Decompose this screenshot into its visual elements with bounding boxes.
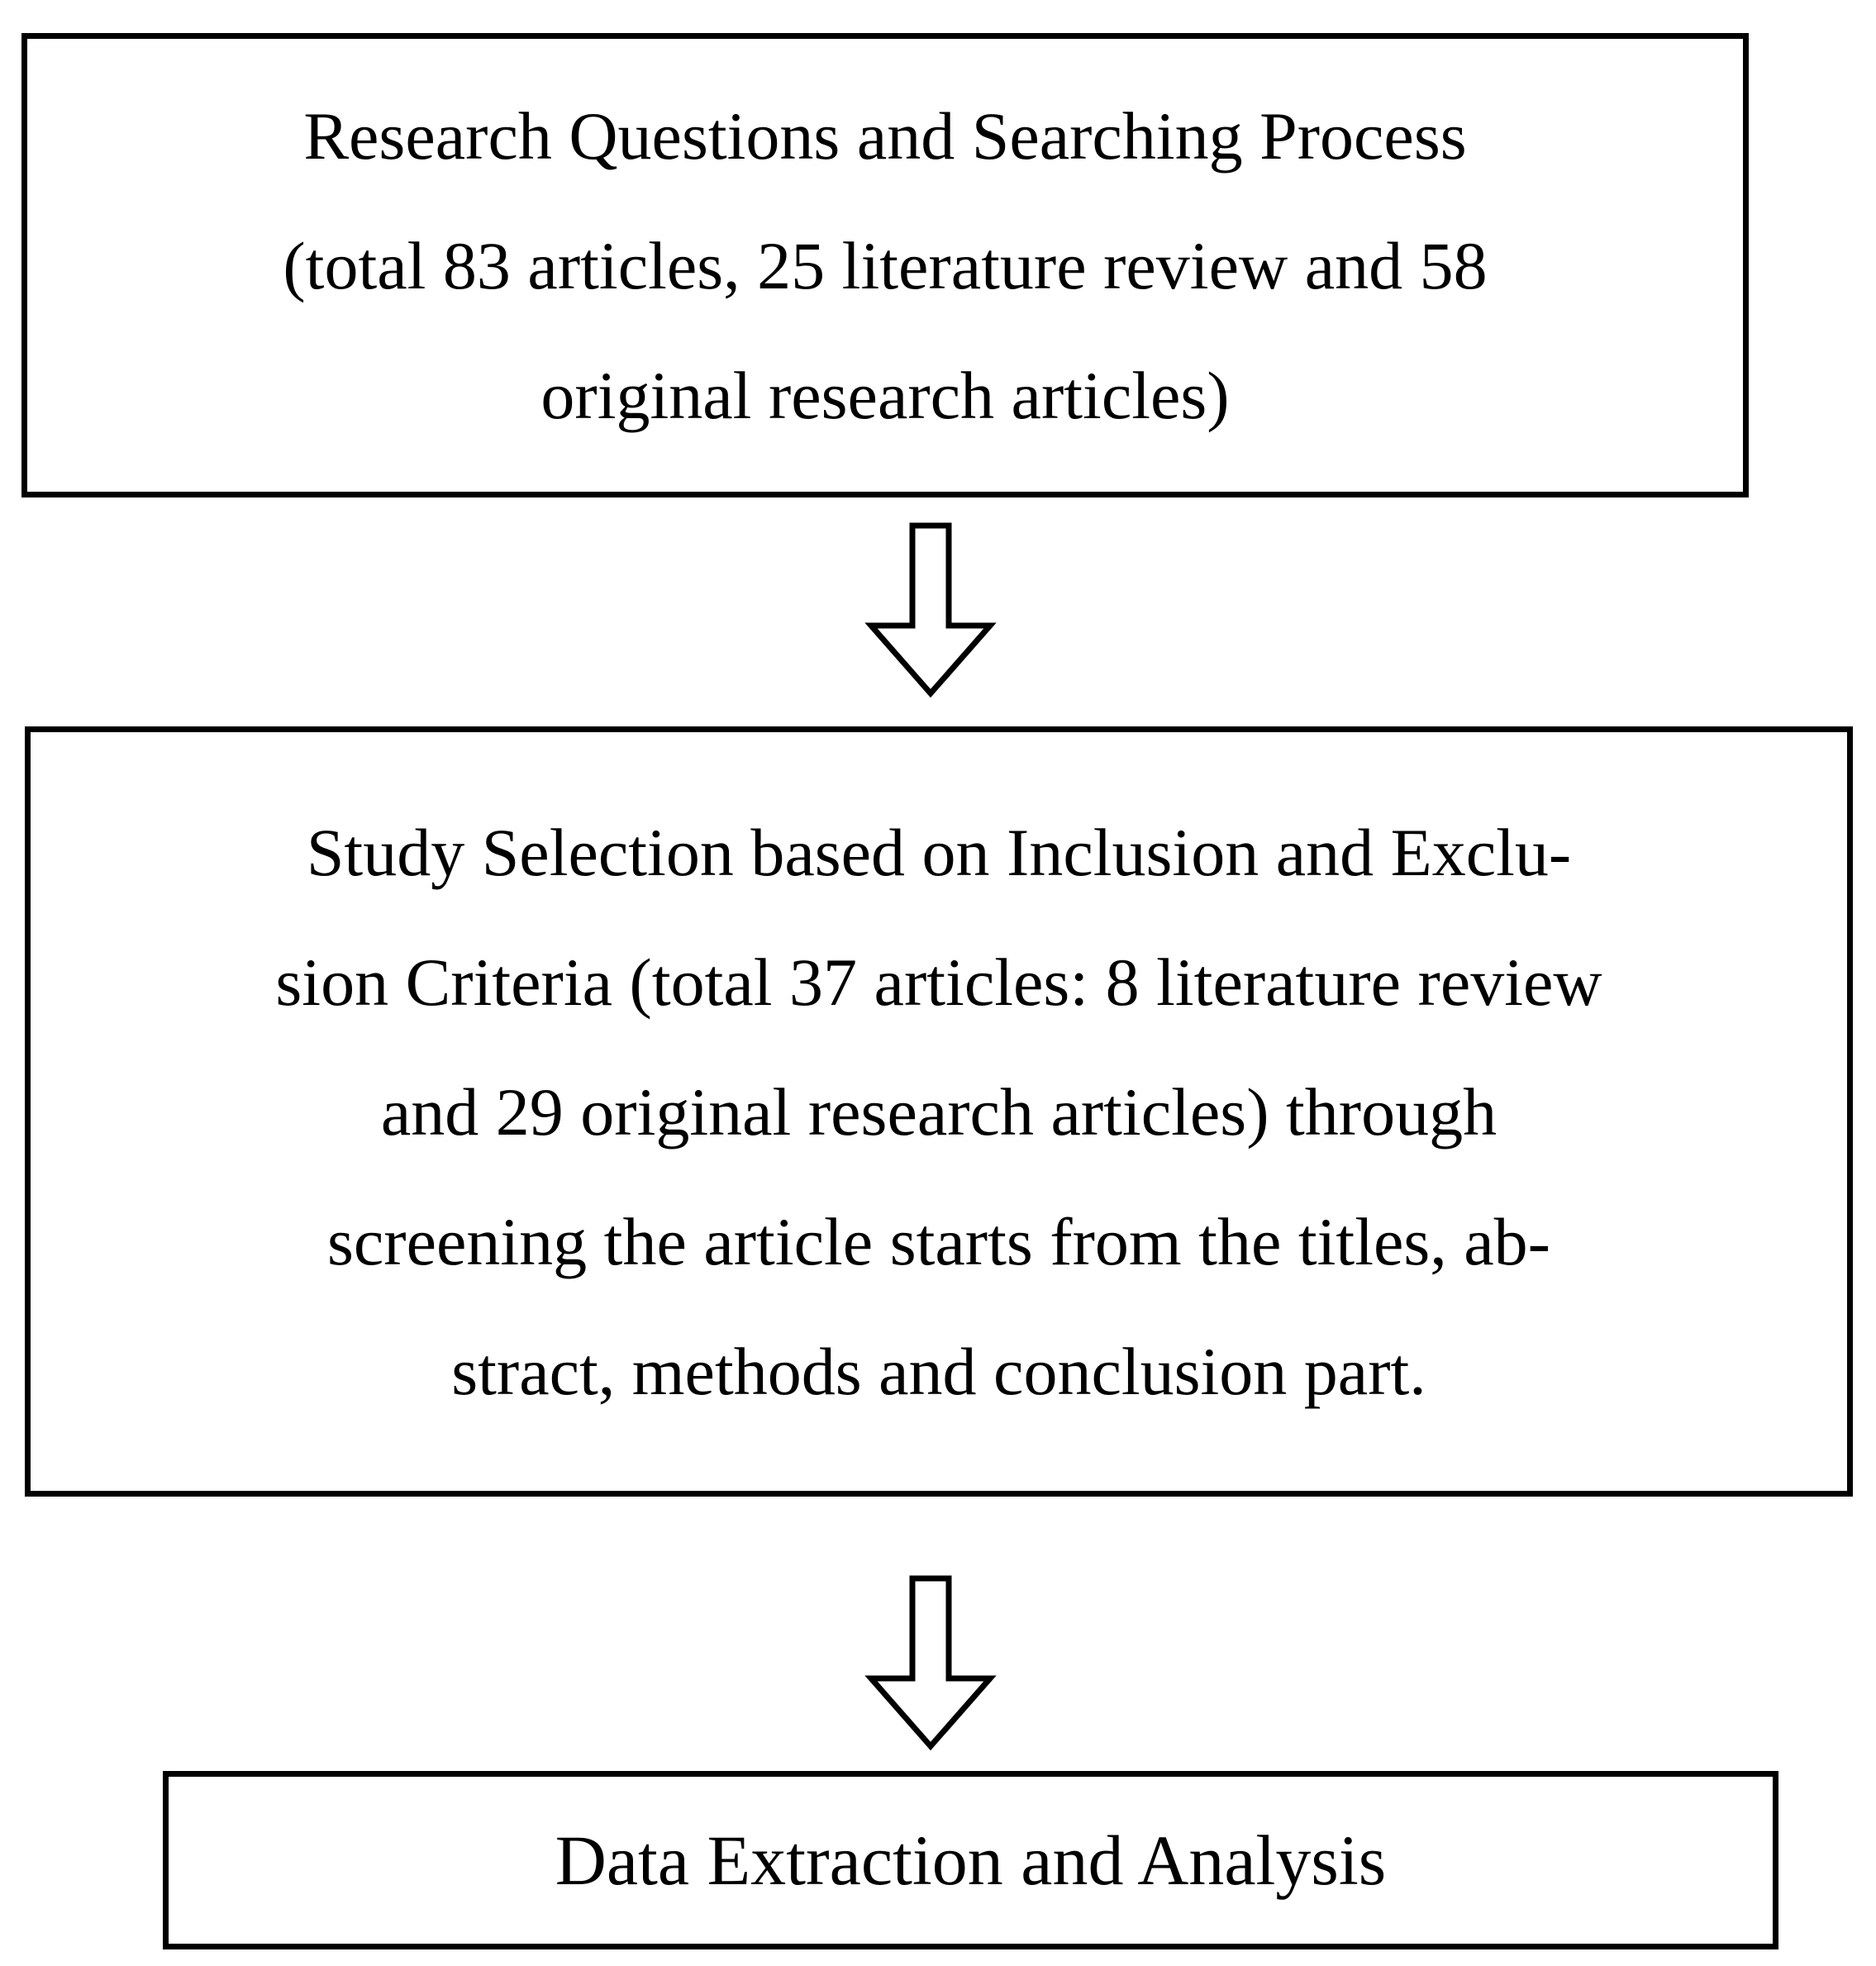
step-2-text-line: stract, methods and conclusion part. [451,1333,1426,1409]
step-2-text-line: sion Criteria (total 37 articles: 8 literature review [275,944,1602,1020]
step-box-study-selection [25,726,1853,1497]
step-2-text-line: and 29 original research articles) through [380,1073,1497,1150]
step-2-text-line: screening the article starts from the titles, ab- [326,1203,1550,1279]
step-3-text-line: Data Extraction and Analysis [555,1820,1387,1900]
step-1-text-line: Research Questions and Searching Process [303,98,1467,174]
step-box-data-extraction [163,1771,1778,1949]
step-1-text-line: (total 83 articles, 25 literature review and 58 [283,227,1488,303]
step-1-text-line: original research articles) [540,357,1230,433]
down-arrow-icon [866,522,995,697]
step-2-text-line: Study Selection based on Inclusion and Exclu- [306,814,1572,890]
down-arrow-icon [866,1575,995,1750]
step-box-research-questions [21,33,1749,497]
